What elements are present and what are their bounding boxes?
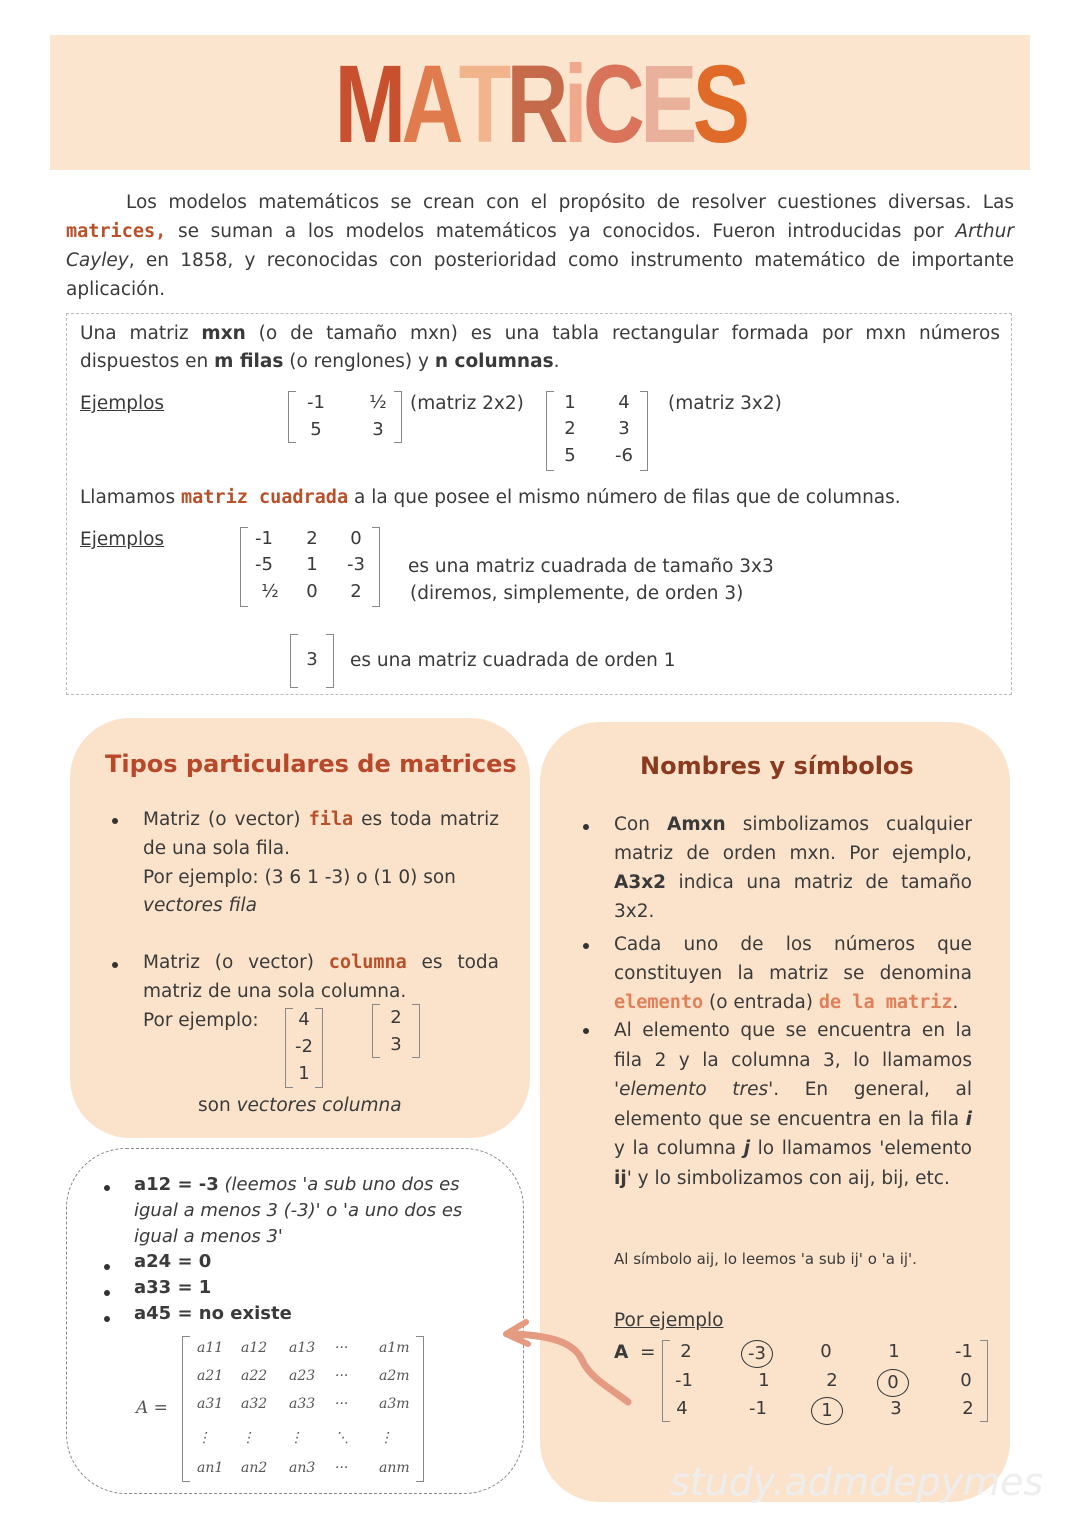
matrix-cell: 3 <box>306 649 318 670</box>
bubble-line-1: a12 = -3 (leemos 'a sub uno dos es igual a menos 3 (-3)' o 'a uno dos es igual a menos 3' <box>134 1174 463 1247</box>
general-matrix-cell: a3m <box>379 1396 410 1412</box>
matrix-cell: -1 <box>675 1370 693 1391</box>
matrix-cell: 2 <box>680 1341 692 1362</box>
nombres-heading: Nombres y símbolos <box>640 752 914 780</box>
matrix-2x2 <box>288 391 402 443</box>
general-matrix-cell: a33 <box>289 1396 316 1412</box>
matrix-1x1 <box>290 634 334 688</box>
intro-paragraph: Los modelos matemáticos se crean con el propósito de resolver cuestiones diversas. Las matrices, se suman a los modelos matemáticos ya conocidos. Fueron introducidas por Arthur Cayley, en 1858, y reconocidas con posterioridad como instrumento matemático de importante aplicación. <box>66 192 1014 300</box>
general-matrix-cell: a13 <box>289 1340 316 1356</box>
matrix-A <box>662 1340 988 1422</box>
circled-cell: -3 <box>741 1340 773 1368</box>
matrix-cell: 4 <box>676 1398 688 1419</box>
bubble-line-2: a24 = 0 <box>134 1251 212 1272</box>
matrix-3x3 <box>240 527 380 607</box>
matrix-cell: 3 <box>618 418 630 439</box>
matrix-cell: 4 <box>618 392 630 413</box>
matrix-cell: ½ <box>369 392 387 413</box>
ejemplos-label: Ejemplos <box>80 393 165 414</box>
matrix-cell: 3 <box>372 419 384 440</box>
circled-cell: 1 <box>811 1397 843 1425</box>
matrix-cell: -3 <box>347 554 365 575</box>
title-letter: R <box>506 43 564 166</box>
general-matrix-cell: anm <box>379 1460 410 1476</box>
title-letter: M <box>334 43 402 166</box>
matrix-cell: -1 <box>749 1398 767 1419</box>
nombres-bullet-2: Cada uno de los números que constituyen la matriz se denomina elemento (o entrada) de la matriz. <box>614 934 972 1013</box>
bullet <box>112 962 118 968</box>
matrix-cell: 2 <box>306 528 318 549</box>
nombres-bullet-1: Con Amxn simbolizamos cualquier matriz de orden mxn. Por ejemplo, A3x2 indica una matriz de tamaño 3x2. <box>614 814 972 922</box>
bullet <box>112 818 118 824</box>
tipos-fila-example: Por ejemplo: (3 6 1 -3) o (1 0) son <box>143 867 456 888</box>
title-letter: A <box>401 43 459 166</box>
matrix-cell: 5 <box>310 419 322 440</box>
bubble-line-3: a33 = 1 <box>134 1277 212 1298</box>
vectores-fila: vectores fila <box>143 895 258 916</box>
matrix-cell: 2 <box>962 1398 974 1419</box>
bullet <box>104 1185 110 1191</box>
general-matrix-cell: ⋮ <box>197 1430 211 1446</box>
matrix-cell: -2 <box>295 1036 313 1057</box>
general-matrix-cell: a31 <box>197 1396 224 1412</box>
tipos-columna-text: Matriz (o vector) columna es toda matriz de una sola columna. <box>143 952 499 1002</box>
matrix-2x2-label: (matriz 2x2) <box>410 393 524 414</box>
vectores-columna: son vectores columna <box>198 1095 402 1116</box>
square-matrix-definition: Llamamos matriz cuadrada a la que posee el mismo número de filas que de columnas. <box>80 487 901 508</box>
tipos-columna-example: Por ejemplo: <box>143 1010 259 1031</box>
general-matrix-A: A = <box>136 1398 168 1418</box>
bullet <box>104 1264 110 1270</box>
matrix-cell: 0 <box>960 1370 972 1391</box>
general-matrix-cell: ⋮ <box>241 1430 255 1446</box>
definition-text: Una matriz mxn (o de tamaño mxn) es una tabla rectangular formada por mxn números dispuestos en m filas (o renglones) y n columnas. <box>80 323 1000 372</box>
general-matrix-cell: a2m <box>379 1368 410 1384</box>
column-vector-2 <box>372 1004 420 1058</box>
general-matrix-cell: a11 <box>197 1340 224 1356</box>
page-title <box>119 40 961 170</box>
matrix-cell: -5 <box>255 554 273 575</box>
matrix-cell: 5 <box>564 445 576 466</box>
matrix-cell: 1 <box>298 1063 310 1084</box>
title-letter: S <box>692 43 746 166</box>
general-matrix-cell: ··· <box>335 1396 349 1412</box>
ejemplos-label-2: Ejemplos <box>80 529 165 550</box>
matrix-cell: 1 <box>888 1341 900 1362</box>
matrix-3x2-label: (matriz 3x2) <box>668 393 782 414</box>
matrix-cell: 3 <box>390 1034 402 1055</box>
matrix-cell: 0 <box>350 528 362 549</box>
keyword-matrices: matrices, <box>66 221 167 242</box>
general-matrix-cell: ··· <box>335 1460 349 1476</box>
matrix-cell: 2 <box>390 1007 402 1028</box>
bullet <box>583 1028 589 1034</box>
general-matrix-cell: a22 <box>241 1368 268 1384</box>
general-matrix-cell: ⋱ <box>335 1430 349 1446</box>
watermark: study.admdepymes <box>670 1460 1044 1504</box>
general-matrix <box>182 1336 424 1482</box>
matrix-cell: 2 <box>564 418 576 439</box>
matrix-cell: -1 <box>255 528 273 549</box>
bullet <box>104 1290 110 1296</box>
tipos-heading: Tipos particulares de matrices <box>105 750 517 778</box>
bullet <box>104 1316 110 1322</box>
general-matrix-cell: a12 <box>241 1340 268 1356</box>
general-matrix-cell: an1 <box>197 1460 224 1476</box>
bullet <box>583 943 589 949</box>
equals-sign: = <box>640 1342 656 1363</box>
matrix-3x2 <box>546 391 648 471</box>
general-matrix-cell: an2 <box>241 1460 268 1476</box>
matrix-cell: 2 <box>826 1370 838 1391</box>
bullet <box>583 824 589 830</box>
general-matrix-cell: ··· <box>335 1340 349 1356</box>
matrix-3x3-label-2: (diremos, simplemente, de orden 3) <box>410 583 744 604</box>
matrix-A-symbol: A <box>614 1342 629 1363</box>
matrix-cell: 0 <box>820 1341 832 1362</box>
matrix-cell: 0 <box>306 581 318 602</box>
title-letter: E <box>640 43 693 166</box>
general-matrix-cell: a23 <box>289 1368 316 1384</box>
general-matrix-cell: ··· <box>335 1368 349 1384</box>
title-letter: i <box>563 43 583 166</box>
matrix-cell: 1 <box>306 554 318 575</box>
general-matrix-cell: ⋮ <box>379 1430 393 1446</box>
nombres-bullet-3: Al elemento que se encuentra en la fila 2 y la columna 3, lo llamamos 'elemento tres'. En general, al elemento que se encuentra en la fila i y la columna j lo llamamos 'elemento ij' y lo simbolizamos con aij, bij, etc. <box>614 1020 972 1189</box>
tipos-fila-text: Matriz (o vector) fila es toda matriz de una sola fila. <box>143 809 499 859</box>
matrix-cell: 3 <box>890 1398 902 1419</box>
general-matrix-cell: a1m <box>379 1340 410 1356</box>
general-matrix-cell: a21 <box>197 1368 224 1384</box>
matrix-cell: -6 <box>615 445 633 466</box>
matrix-cell: 4 <box>298 1009 310 1030</box>
general-matrix-cell: ⋮ <box>289 1430 303 1446</box>
matrix-cell: -1 <box>307 392 325 413</box>
column-vector-1 <box>285 1008 323 1088</box>
title-letter: C <box>582 43 641 166</box>
nombres-note: Al símbolo aij, lo leemos 'a sub ij' o 'a ij'. <box>614 1250 917 1268</box>
general-matrix-cell: a32 <box>241 1396 268 1412</box>
por-ejemplo-label: Por ejemplo <box>614 1310 724 1331</box>
general-matrix-cell: an3 <box>289 1460 316 1476</box>
matrix-cell: 1 <box>758 1370 770 1391</box>
matrix-cell: -1 <box>955 1341 973 1362</box>
matrix-cell: 2 <box>350 581 362 602</box>
title-letter: T <box>458 43 507 166</box>
matrix-cell: 1 <box>564 392 576 413</box>
bubble-line-4: a45 = no existe <box>134 1303 292 1324</box>
curved-arrow-icon <box>500 1318 640 1408</box>
matrix-3x3-label: es una matriz cuadrada de tamaño 3x3 <box>408 556 774 577</box>
matrix-cell: ½ <box>261 581 279 602</box>
circled-cell: 0 <box>877 1369 909 1397</box>
matrix-1x1-label: es una matriz cuadrada de orden 1 <box>350 650 676 671</box>
